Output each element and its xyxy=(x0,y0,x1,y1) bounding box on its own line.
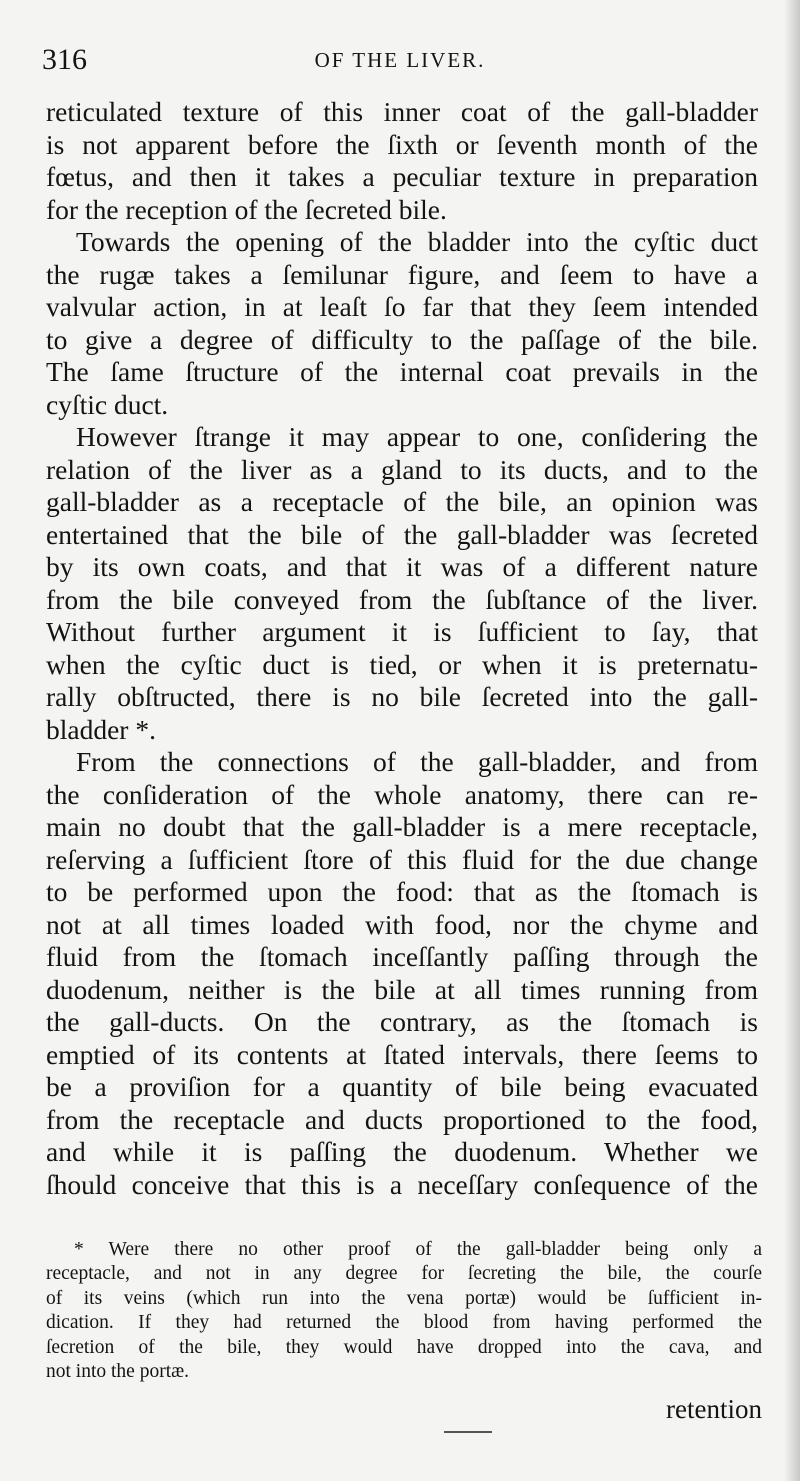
text-line: by its own coats, and that it was of a different nature xyxy=(46,551,758,582)
text-line: duodenum, neither is the bile at all times running from xyxy=(46,973,758,1005)
catchword: retention xyxy=(666,1394,762,1424)
footnote xyxy=(46,1238,762,1384)
text-line: Towards the opening of the bladder into the cyſtic duct xyxy=(76,226,758,257)
text-line: from the receptacle and ducts proportioned to the food, xyxy=(46,1103,758,1135)
text-line: reſerving a ſufficient ſtore of this fluid for the due change xyxy=(46,843,758,875)
text-line: be a proviſion for a quantity of bile being evacuated xyxy=(46,1071,758,1102)
text-line: The ſame ſtructure of the internal coat prevails in the xyxy=(46,356,758,387)
footnote-line: receptacle, and not in any degree for ſecreting the bile, the courſe xyxy=(46,1263,762,1285)
footnote-line: not into the portæ. xyxy=(46,1360,189,1382)
text-line: not at all times loaded with food, nor the chyme and xyxy=(46,908,758,940)
text-line: bladder *. xyxy=(46,713,156,745)
text-line: rally obſtructed, there is no bile ſecreted into the gall- xyxy=(46,681,758,712)
footnote-line: ſecretion of the bile, they would have dropped into the cava, and xyxy=(46,1336,762,1358)
text-line: fluid from the ſtomach inceſſantly paſſing through the xyxy=(46,941,758,972)
page-header xyxy=(42,40,758,80)
text-line: when the cyſtic duct is tied, or when it is preternatu- xyxy=(46,648,758,680)
text-line: and while it is paſſing the duodenum. Whether we xyxy=(46,1136,758,1167)
text-line: gall-bladder as a receptacle of the bile, an opinion was xyxy=(46,486,758,517)
text-line: the rugæ takes a ſemilunar figure, and ſeem to have a xyxy=(46,258,758,290)
text-line: fœtus, and then it takes a peculiar texture in preparation xyxy=(46,161,758,192)
text-line: cyſtic duct. xyxy=(46,388,169,420)
footnote-line: * Were there no other proof of the gall-bladder being only a xyxy=(74,1239,762,1260)
text-line: valvular action, in at leaſt ſo far that they ſeem intended xyxy=(46,291,758,322)
running-title: OF THE LIVER. xyxy=(314,48,486,72)
text-line: relation of the liver as a gland to its ducts, and to the xyxy=(46,453,758,485)
page-number: 316 xyxy=(42,43,87,76)
text-line: main no doubt that the gall-bladder is a mere receptacle, xyxy=(46,811,758,842)
text-line: Without further argument it is ſufficient to ſay, that xyxy=(46,616,758,647)
text-line: from the bile conveyed from the ſubſtance of the liver. xyxy=(46,583,758,615)
text-line: is not apparent before the ſixth or ſeventh month of the xyxy=(46,128,758,160)
text-line: to be performed upon the food: that as the ſtomach is xyxy=(46,876,758,907)
text-line: entertained that the bile of the gall-bladder was ſecreted xyxy=(46,518,758,550)
body-text xyxy=(46,96,758,1201)
text-line: the gall-ducts. On the contrary, as the ſtomach is xyxy=(46,1006,758,1037)
text-line: for the reception of the ſecreted bile. xyxy=(46,193,447,225)
text-line: the conſideration of the whole anatomy, there can re- xyxy=(46,778,758,810)
footnote-line: dication. If they had returned the blood from having performed the xyxy=(46,1312,762,1334)
text-line: emptied of its contents at ſtated intervals, there ſeems to xyxy=(46,1038,758,1070)
footer-rule xyxy=(444,1431,492,1433)
text-line: reticulated texture of this inner coat of the gall-bladder xyxy=(46,96,758,127)
footnote-line: of its veins (which run into the vena portæ) would be ſufficient in- xyxy=(46,1287,762,1309)
text-line: From the connections of the gall-bladder, and from xyxy=(76,746,758,777)
text-line: to give a degree of difficulty to the paſſage of the bile. xyxy=(46,323,758,355)
text-line: However ſtrange it may appear to one, conſidering the xyxy=(76,421,758,452)
text-line: ſhould conceive that this is a neceſſary conſequence of the xyxy=(46,1168,758,1200)
